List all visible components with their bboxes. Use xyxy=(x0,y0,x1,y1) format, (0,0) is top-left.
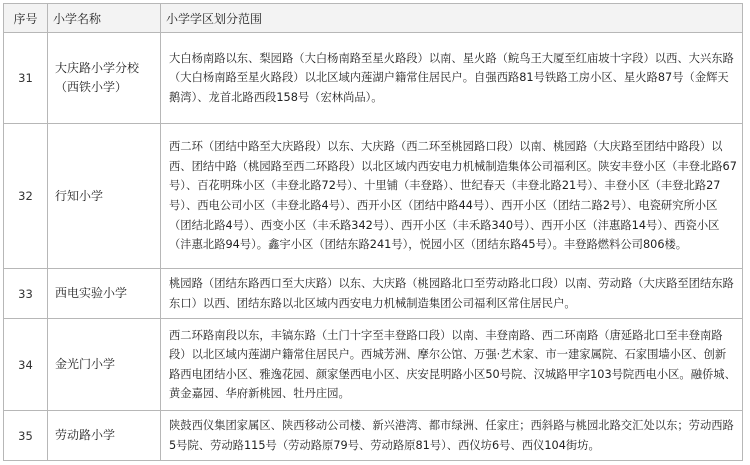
school-name: 行知小学 xyxy=(48,124,161,269)
row-num: 35 xyxy=(4,411,48,461)
school-name: 金光门小学 xyxy=(48,319,161,411)
header-num: 序号 xyxy=(4,4,48,33)
header-row xyxy=(4,4,743,33)
table-row xyxy=(4,124,743,269)
header-school-name: 小学名称 xyxy=(48,4,161,33)
district-scope: 陕鼓西仪集团家属区、陕西移动公司楼、新兴港湾、都市绿洲、任家庄；西斜路与桃园北路交汇处以东；劳动西路5号院、劳动路115号（劳动路原79号、劳动路原81号）、西仪坊6号、西仪104街坊。 xyxy=(161,411,743,461)
row-num: 31 xyxy=(4,33,48,124)
row-num: 34 xyxy=(4,319,48,411)
table-row xyxy=(4,411,743,461)
school-district-table xyxy=(3,3,743,461)
school-name: 劳动路小学 xyxy=(48,411,161,461)
table-row xyxy=(4,269,743,319)
header-district-scope: 小学学区划分范围 xyxy=(161,4,743,33)
table-row xyxy=(4,319,743,411)
school-name: 西电实验小学 xyxy=(48,269,161,319)
district-scope: 桃园路（团结东路西口至大庆路）以东、大庆路（桃园路北口至劳动路北口段）以南、劳动路（大庆路至团结东路东口）以西、团结东路以北区域内西安电力机械制造集团公司福利区常住居民户。 xyxy=(161,269,743,319)
row-num: 32 xyxy=(4,124,48,269)
table-row xyxy=(4,33,743,124)
district-scope: 西二环路南段以东，丰镐东路（土门十字至丰登路口段）以南、丰登南路、西二环南路（唐延路北口至丰登南路段）以北区域内莲湖户籍常住居民户。西城芳洲、摩尔公馆、万强·艺术家、市一建家属院、石家围墙小区、创新路西电团结小区、雅逸花园、颜家堡西电小区、庆安昆明路小区50号院、汉城路甲字103号院西电小区。融侨城、黄金嘉园、华府新桃园、牡丹庄园。 xyxy=(161,319,743,411)
district-scope: 大白杨南路以东、梨园路（大白杨南路至星火路段）以南、星火路（鲩鸟王大厦至红庙坡十字段）以西、大兴东路（大白杨南路至星火路段）以北区域内莲湖户籍常住居民户。自强西路81号铁路工房小区、星火路87号（金辉天鹅湾）、龙首北路西段158号（宏林尚品）。 xyxy=(161,33,743,124)
row-num: 33 xyxy=(4,269,48,319)
district-scope: 西二环（团结中路至大庆路段）以东、大庆路（西二环至桃园路口段）以南、桃园路（大庆路至团结中路段）以西、团结中路（桃园路至西二环路段）以北区域内西安电力机械制造集体公司福利区。陕安丰登小区（丰登北路67号）、百花明珠小区（丰登北路72号）、十里铺（丰登路）、世纪春天（丰登北路21号）、丰登小区（丰登北路27号）、西电公司小区（丰登北路4号）、西开小区（团结中路44号）、西开小区（团结二路2号）、电瓷研究所小区（团结北路4号）、西变小区（丰禾路342号）、西开小区（丰禾路340号）、西开小区（沣惠路14号）、西瓷小区（沣惠北路94号）。鑫宇小区（团结东路241号），悦园小区（团结东路45号）。丰登路燃料公司806楼。 xyxy=(161,124,743,269)
school-name: 大庆路小学分校（西铁小学） xyxy=(48,33,161,124)
